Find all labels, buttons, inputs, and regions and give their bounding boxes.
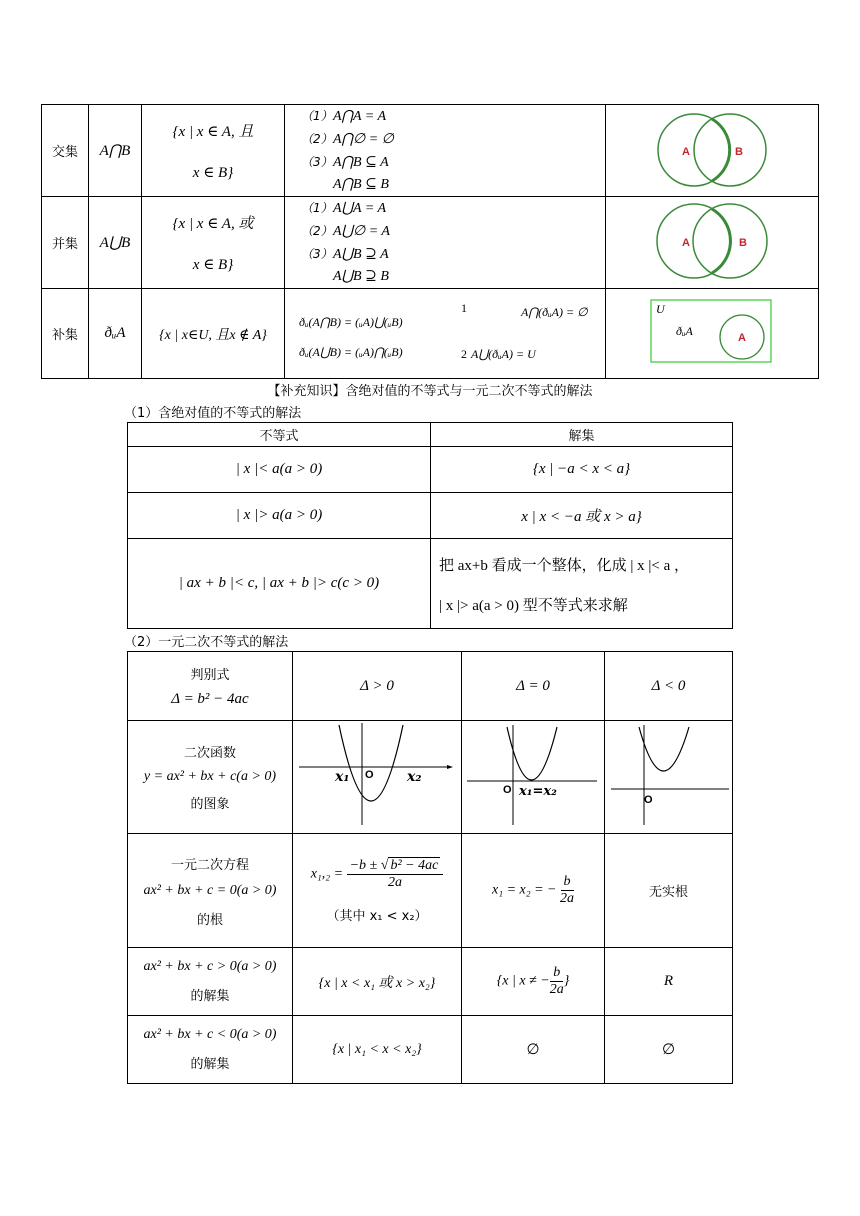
lt-row-label: ax² + bx + c < 0(a > 0) 的解集 — [128, 1016, 293, 1084]
properties-cell: ðᵤ(A⋂B) = (ᵤA)⋃(ᵤB) ðᵤ(A⋃B) = (ᵤA)⋂(ᵤB) 1 A⋂(ðᵤA) = ∅ 2 A⋃(ðᵤA) = U — [285, 289, 606, 379]
roots-row-label: 一元二次方程 ax² + bx + c = 0(a > 0) 的根 — [128, 834, 293, 948]
quad-table — [127, 651, 733, 1084]
col-header-zero: Δ = 0 — [462, 652, 605, 721]
graph-label: O — [365, 769, 374, 781]
table-cell: {x | −a < x < a} — [431, 447, 733, 493]
set-symbol: A⋂B — [89, 105, 142, 197]
table-cell: x | x < −a 或 x > a} — [431, 493, 733, 539]
col-header-positive: Δ > 0 — [293, 652, 462, 721]
quad-section-title: （2）一元二次不等式的解法 — [124, 635, 289, 650]
venn-label-b: B — [735, 145, 743, 158]
discriminant-header: 判别式 Δ = b² − 4ac — [128, 652, 293, 721]
supplement-title: 【补充知识】含绝对值的不等式与一元二次不等式的解法 — [267, 384, 593, 399]
lt-zero: ∅ — [462, 1016, 605, 1084]
graph-positive — [293, 721, 462, 834]
graph-negative — [605, 721, 733, 834]
graph-label: O — [643, 794, 653, 806]
venn-label-a: A — [682, 236, 690, 249]
venn-label-b: B — [739, 236, 747, 249]
set-definition: {x | x ∈ A, 且 x ∈ B} — [142, 105, 285, 197]
sets-table — [41, 104, 819, 379]
gt-positive: {x | x < x₁ 或 x > x₂} — [293, 948, 462, 1016]
set-definition: {x | x ∈ A, 或 x ∈ B} — [142, 197, 285, 289]
venn-intersection — [606, 105, 819, 197]
abs-section-title: （1）含绝对值的不等式的解法 — [124, 406, 302, 421]
row-name: 补集 — [42, 289, 89, 379]
complement-label: ðᵤA — [676, 323, 693, 338]
row-name: 交集 — [42, 105, 89, 197]
row-name: 并集 — [42, 197, 89, 289]
venn-complement — [606, 289, 819, 379]
venn-label-a: A — [738, 331, 746, 344]
gt-negative: R — [605, 948, 733, 1016]
gt-zero: {x | x ≠ − $\frac{b}{2a}$ } — [462, 948, 605, 1016]
gt-row-label: ax² + bx + c > 0(a > 0) 的解集 — [128, 948, 293, 1016]
lt-negative: ∅ — [605, 1016, 733, 1084]
set-symbol: A⋃B — [89, 197, 142, 289]
table-cell: | ax + b |< c, | ax + b |> c(c > 0) — [128, 539, 431, 629]
universe-label: U — [656, 301, 665, 316]
abs-table — [127, 422, 733, 629]
table-cell: | x |< a(a > 0) — [128, 447, 431, 493]
graph-zero — [462, 721, 605, 834]
properties-cell: （1）A⋂A = A （2）A⋂∅ = ∅ （3）A⋂B ⊆ A A⋂B ⊆ B — [285, 105, 606, 197]
roots-negative: 无实根 — [605, 834, 733, 948]
set-definition: {x | x∈U, 且x ∉ A} — [142, 289, 285, 379]
table-cell: 把 ax+b 看成一个整体，化成 | x |< a ， | x |> a(a > 0) 型不等式来求解 — [431, 539, 733, 629]
col-header-inequality: 不等式 — [128, 423, 431, 447]
graph-row-label: 二次函数 y = ax² + bx + c(a > 0) 的图象 — [128, 721, 293, 834]
graph-label: x₂ — [407, 769, 422, 785]
col-header-negative: Δ < 0 — [605, 652, 733, 721]
col-header-solution: 解集 — [431, 423, 733, 447]
properties-cell: （1）A⋃A = A （2）A⋃∅ = A （3）A⋃B ⊇ A A⋃B ⊇ B — [285, 197, 606, 289]
graph-label: x₁=x₂ — [519, 784, 557, 799]
roots-positive: x₁,₂ = $\frac{\text{−b ± √ b² − 4ac}}{2a}$ （其中 x₁ < x₂） — [293, 834, 462, 948]
lt-positive: {x | x₁ < x < x₂} — [293, 1016, 462, 1084]
table-cell: | x |> a(a > 0) — [128, 493, 431, 539]
venn-label-a: A — [682, 145, 690, 158]
graph-label: x₁ — [335, 769, 350, 785]
venn-union — [606, 197, 819, 289]
graph-label: O — [503, 784, 512, 796]
roots-zero: x₁ = x₂ = − $\frac{b}{2a}$ — [462, 834, 605, 948]
set-symbol: ðᵤA — [89, 289, 142, 379]
